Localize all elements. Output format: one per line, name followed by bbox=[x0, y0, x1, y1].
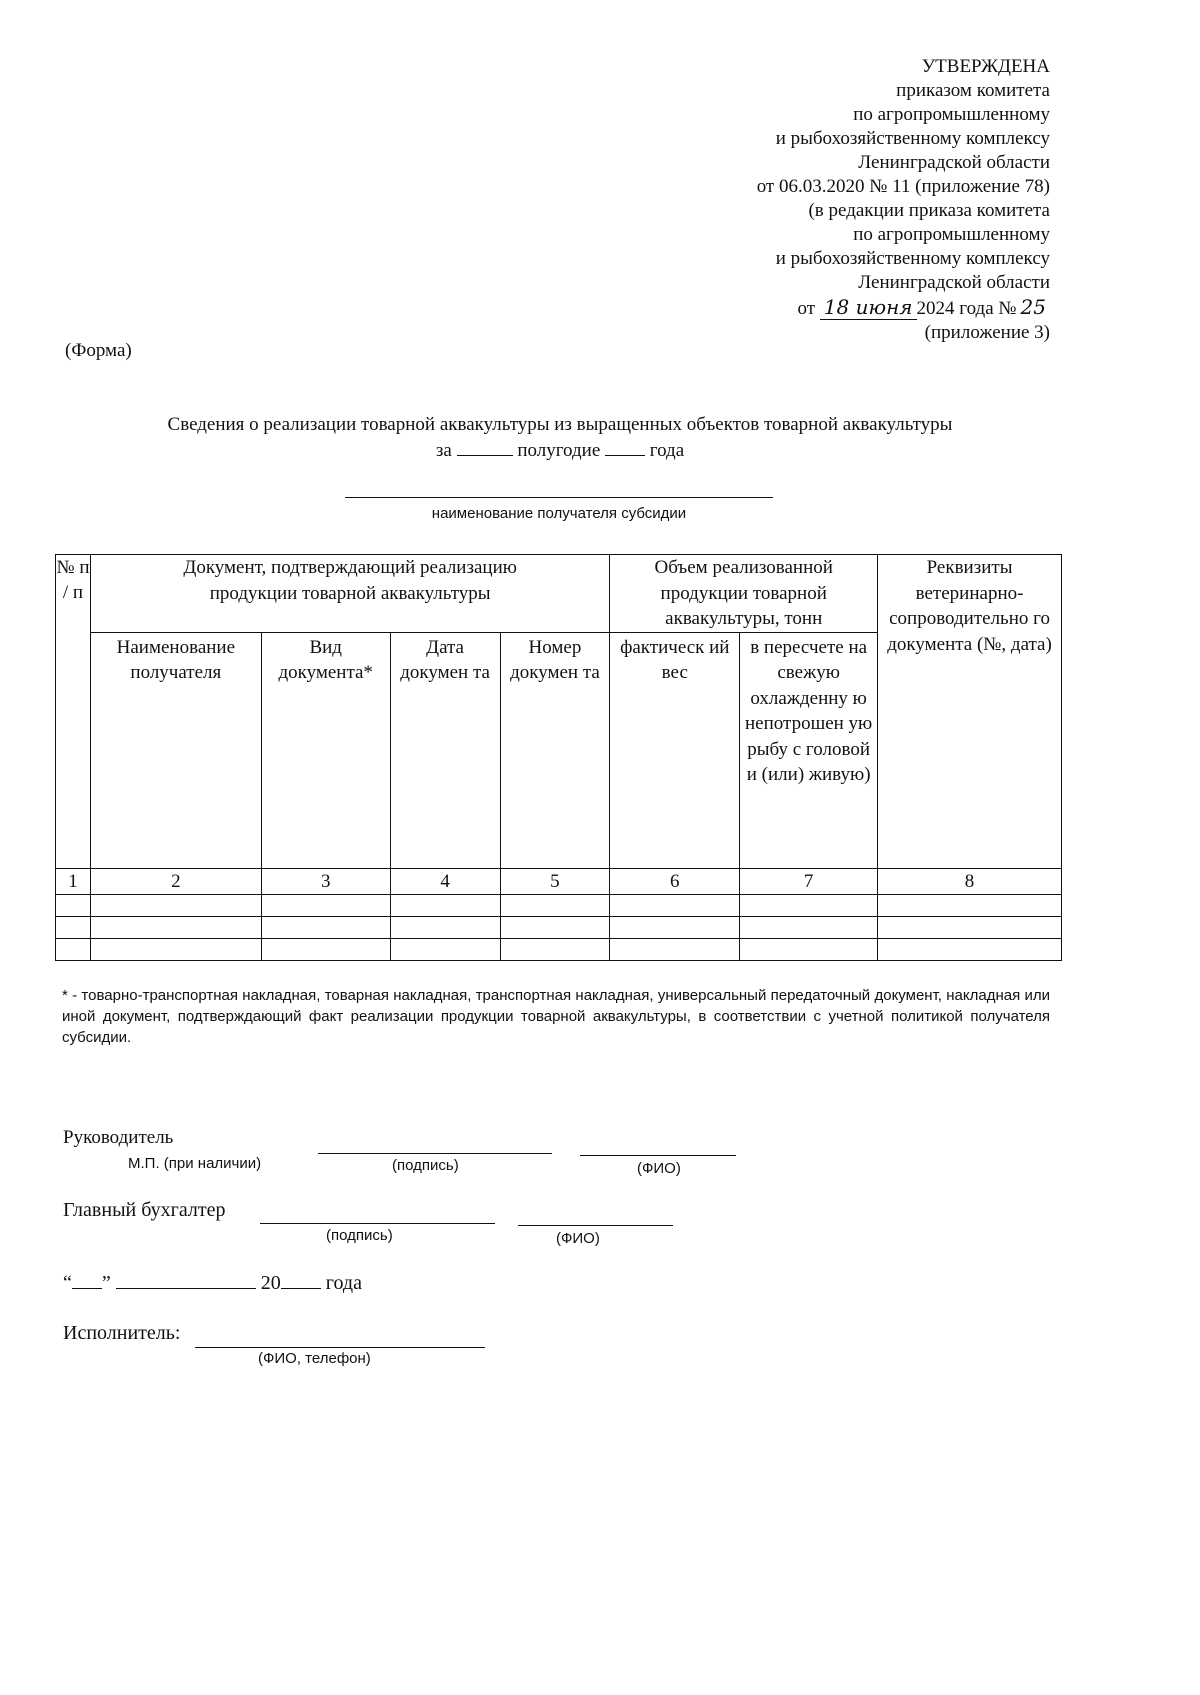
header-recalculated-weight: в пересчете на свежую охлажденну ю непотрошен ую рыбу с головой и (или) живую) bbox=[740, 632, 878, 868]
fio-caption: (ФИО) bbox=[637, 1160, 681, 1177]
column-number: 6 bbox=[610, 868, 740, 895]
approval-line: Ленинградской области bbox=[858, 272, 1050, 293]
approval-line: и рыбохозяйственному комплексу bbox=[775, 128, 1050, 149]
day-field[interactable] bbox=[72, 1288, 102, 1289]
column-numbers-row bbox=[56, 868, 1062, 895]
date-line bbox=[63, 1272, 362, 1295]
stamp-caption: М.П. (при наличии) bbox=[128, 1155, 262, 1172]
approval-line: Ленинградской области bbox=[858, 152, 1050, 173]
approval-line: по агропромышленному bbox=[853, 224, 1050, 245]
year-suffix: года bbox=[325, 1272, 362, 1294]
executor-label: Исполнитель: bbox=[63, 1322, 181, 1344]
half-year-field[interactable] bbox=[457, 455, 513, 456]
approval-heading: УТВЕРЖДЕНА bbox=[921, 56, 1050, 77]
header-recipient-name: Наименование получателя bbox=[90, 632, 261, 868]
period-line bbox=[0, 438, 1120, 464]
column-number: 8 bbox=[878, 868, 1062, 895]
accountant-label: Главный бухгалтер bbox=[63, 1199, 226, 1221]
header-document: Документ, подтверждающий реализацию продукции товарной аквакультуры bbox=[90, 555, 609, 633]
signature-caption: (подпись) bbox=[392, 1157, 459, 1174]
approval-line: от 06.03.2020 № 11 (приложение 78) bbox=[756, 176, 1050, 197]
header-num: № п / п bbox=[56, 555, 91, 869]
head-fio-field[interactable] bbox=[580, 1155, 736, 1156]
approval-line: и рыбохозяйственному комплексу bbox=[775, 248, 1050, 269]
header-doc-type: Вид документа* bbox=[261, 632, 390, 868]
column-number: 3 bbox=[261, 868, 390, 895]
header-doc-number: Номер докумен та bbox=[500, 632, 610, 868]
column-number: 7 bbox=[740, 868, 878, 895]
header-vet-doc: Реквизиты ветеринарно-сопроводительно го документа (№, дата) bbox=[878, 555, 1062, 869]
approval-date-line bbox=[757, 295, 1050, 321]
date-prefix: от bbox=[797, 298, 816, 319]
column-number: 4 bbox=[390, 868, 500, 895]
header-volume: Объем реализованной продукции товарной аквакультуры, тонн bbox=[610, 555, 878, 633]
recipient-caption: наименование получателя субсидии bbox=[431, 505, 687, 522]
column-number: 5 bbox=[500, 868, 610, 895]
head-signature-field[interactable] bbox=[318, 1153, 552, 1154]
title-line: Сведения о реализации товарной аквакультуры из выращенных объектов товарной аквакультуры bbox=[167, 414, 953, 435]
footnote: * - товарно-транспортная накладная, товарная накладная, транспортная накладная, универсальный передаточный документ, накладная или иной документ, подтверждающий факт реализации продукции товарной аквакультуры, в соответствии с учетной политикой получателя субсидии. bbox=[62, 987, 1050, 1046]
header-actual-weight: фактическ ий вес bbox=[610, 632, 740, 868]
month-field[interactable] bbox=[116, 1288, 256, 1289]
year-field[interactable] bbox=[605, 455, 645, 456]
executor-field[interactable] bbox=[195, 1347, 485, 1348]
fio-caption: (ФИО) bbox=[556, 1230, 600, 1247]
appendix-label: (приложение 3) bbox=[924, 322, 1050, 343]
year-prefix: 20 bbox=[260, 1272, 281, 1294]
approval-line: по агропромышленному bbox=[853, 104, 1050, 125]
sales-table bbox=[55, 554, 1062, 961]
accountant-signature-field[interactable] bbox=[260, 1223, 495, 1224]
table-row[interactable] bbox=[56, 917, 1062, 939]
column-number: 2 bbox=[90, 868, 261, 895]
approval-stamp-block bbox=[757, 55, 1050, 345]
column-number: 1 bbox=[56, 868, 91, 895]
table-row[interactable] bbox=[56, 895, 1062, 917]
year-field[interactable] bbox=[281, 1288, 321, 1289]
signature-caption: (подпись) bbox=[326, 1227, 393, 1244]
head-label: Руководитель bbox=[63, 1127, 174, 1148]
handwritten-date: 18 июня bbox=[820, 295, 917, 320]
recipient-field[interactable] bbox=[345, 497, 773, 498]
date-suffix: 2024 года № bbox=[916, 298, 1017, 319]
document-title bbox=[0, 412, 1120, 464]
approval-line: приказом комитета bbox=[896, 80, 1050, 101]
za-label: за bbox=[435, 440, 452, 461]
half-label: полугодие bbox=[517, 440, 601, 461]
year-label: года bbox=[649, 440, 685, 461]
quote-open: “ bbox=[63, 1272, 72, 1294]
handwritten-number: 25 bbox=[1020, 295, 1046, 319]
executor-caption: (ФИО, телефон) bbox=[258, 1350, 371, 1367]
header-doc-date: Дата докумен та bbox=[390, 632, 500, 868]
approval-line: (в редакции приказа комитета bbox=[808, 200, 1050, 221]
form-label: (Форма) bbox=[65, 340, 132, 361]
quote-close: ” bbox=[101, 1272, 111, 1294]
accountant-fio-field[interactable] bbox=[518, 1225, 673, 1226]
table-row[interactable] bbox=[56, 939, 1062, 961]
